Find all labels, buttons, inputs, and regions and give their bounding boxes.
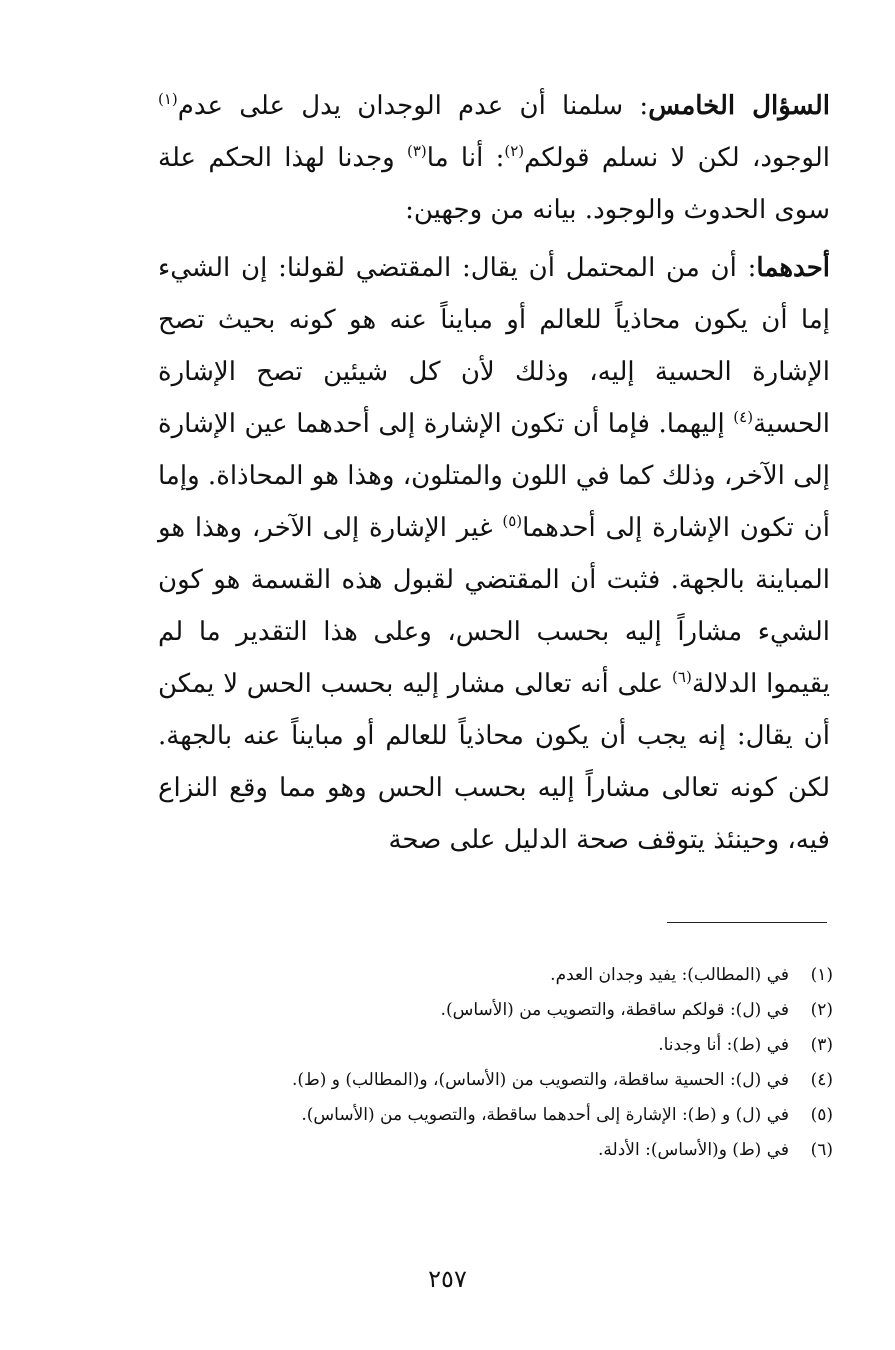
paragraph-heading: السؤال الخامس: [648, 91, 830, 121]
text-segment: إليهما. فإما أن تكون الإشارة إلى أحدهما عين الإشارة إلى الآخر، وذلك كما في اللون والمتلون، وهذا هو المحاذاة. وإما أن تكون الإشارة إلى أحدهما: [158, 409, 830, 543]
text-segment: وجدنا لهذا الحكم علة سوى الحدوث والوجود. بيانه من وجهين:: [158, 143, 830, 225]
main-text: [158, 80, 830, 866]
footnote-number: (١): [810, 965, 833, 985]
footnote-text: في (المطالب): يفيد وجدان العدم.: [550, 965, 789, 985]
footnote-number: (٤): [810, 1070, 833, 1090]
footnote-ref[interactable]: (٤): [733, 408, 754, 426]
footnote: [133, 1063, 833, 1098]
footnote: [133, 1098, 833, 1133]
footnote-ref[interactable]: (٣): [407, 142, 427, 160]
footnote-number: (٢): [810, 1000, 833, 1020]
paragraph-fifth-question: [158, 80, 830, 236]
footnote-text: في (ط): أنا وجدنا.: [658, 1035, 789, 1055]
footnote-ref[interactable]: (٥): [502, 512, 523, 530]
paragraph-heading: أحدهما: [756, 253, 830, 283]
footnote: [133, 1133, 833, 1168]
text-segment: : أن من المحتمل أن يقال: المقتضي لقولنا: إن الشيء إما أن يكون محاذياً للعالم أو مبايناً عنه هو كونه بحيث تصح الإشارة الحسية إليه، وذلك لأن كل شيئين تصح الإشارة الحسية: [158, 253, 831, 439]
footnote-ref[interactable]: (٦): [672, 668, 692, 686]
text-segment: غير الإشارة إلى الآخر، وهذا هو المباينة بالجهة. فثبت أن المقتضي لقبول هذه القسمة هو كون الشيء مشاراً إليه بحسب الحس، وعلى هذا التقدير ما لم يقيموا الدلالة: [158, 513, 831, 699]
footnote: [133, 958, 833, 993]
footnote-ref[interactable]: (١): [158, 90, 178, 108]
text-segment: على أنه تعالى مشار إليه بحسب الحس لا يمكن أن يقال: إنه يجب أن يكون محاذياً للعالم أو مبايناً عنه بالجهة. لكن كونه تعالى مشاراً إليه بحسب الحس وهو مما وقع النزاع فيه، وحينئذ يتوقف صحة الدليل على صحة: [158, 669, 830, 855]
page-number: ٢٥٧: [428, 1265, 467, 1293]
footnote-text: في (ل): الحسية ساقطة، والتصويب من (الأساس)، و(المطالب) و (ط).: [291, 1070, 789, 1090]
footnote-text: في (ط) و(الأساس): الأدلة.: [598, 1140, 789, 1160]
footnote-text: في (ل): قولكم ساقطة، والتصويب من (الأساس).: [440, 1000, 789, 1020]
footnote-number: (٦): [810, 1140, 833, 1160]
footnote-number: (٥): [810, 1105, 833, 1125]
footnote: [133, 993, 833, 1028]
text-segment: الوجود، لكن لا نسلم قولكم: [524, 143, 830, 173]
text-segment: : سلمنا أن عدم الوجدان يدل على عدم: [177, 91, 649, 121]
text-segment: : أنا ما: [426, 143, 505, 173]
footnotes: [133, 958, 833, 1168]
footnote-number: (٣): [810, 1035, 833, 1055]
footnote-ref[interactable]: (٢): [504, 142, 525, 160]
footnote-text: في (ل) و (ط): الإشارة إلى أحدهما ساقطة، والتصويب من (الأساس).: [301, 1105, 789, 1125]
footnote: [133, 1028, 833, 1063]
paragraph-first-aspect: [158, 242, 830, 866]
footnote-separator: [667, 922, 827, 923]
